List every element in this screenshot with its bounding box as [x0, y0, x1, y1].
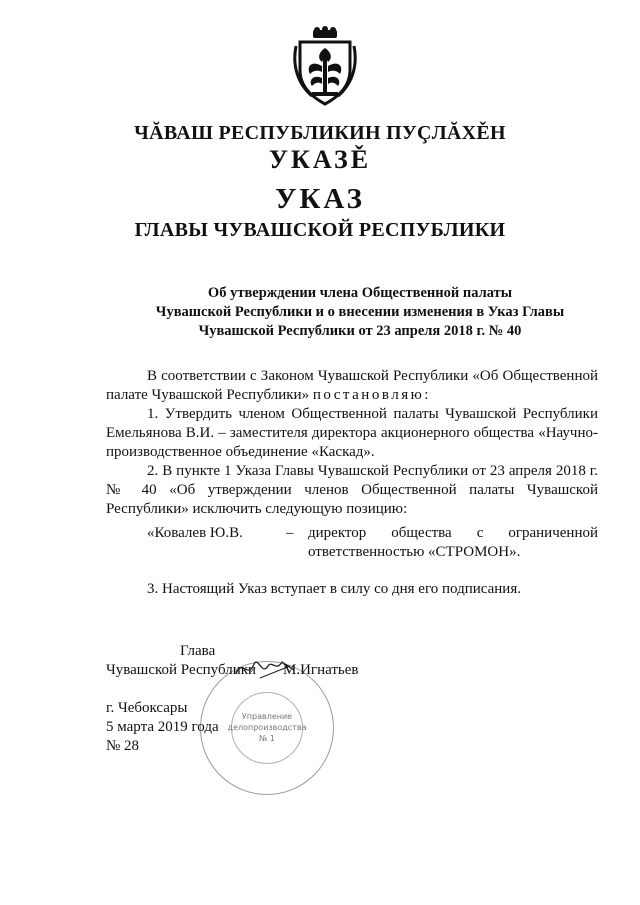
item-3: 3. Настоящий Указ вступает в силу со дня его подписания.	[147, 581, 521, 597]
stamp-line2: делопроизводства	[227, 723, 307, 732]
subject-line1: Об утверждении члена Общественной палаты	[207, 285, 513, 301]
decree-word: постановляю:	[312, 387, 431, 403]
position-dash: –	[286, 525, 294, 541]
stamp-line1: Управление	[241, 712, 293, 721]
russian-header-line1: УКАЗ	[275, 183, 365, 215]
chuvash-emblem-icon	[292, 26, 358, 108]
subject-line2: Чувашской Республики и о внесении изменения в Указ Главы	[155, 304, 565, 320]
signatory-title-line2: Чувашской Республики	[106, 662, 257, 678]
position-description: директор общества с ограниченной ответственностью «СТРОМОН».	[308, 525, 598, 560]
issue-date: 5 марта 2019 года	[106, 719, 219, 735]
issue-city: г. Чебоксары	[106, 700, 188, 716]
position-name: «Ковалев Ю.В.	[147, 525, 243, 541]
signatory-title-line1: Глава	[180, 643, 216, 659]
item-1: 1. Утвердить членом Общественной палаты Чувашской Республики Емельянова В.И. – заместителя директора акционерного общества «Научно-производственное объединение «Каскад».	[106, 406, 598, 460]
chuvash-header-line1: ЧĂВАШ РЕСПУБЛИКИН ПУÇЛĂХĚН	[134, 122, 506, 144]
preamble	[106, 367, 598, 405]
subject-line3: Чувашской Республики от 23 апреля 2018 г. № 40	[198, 323, 522, 339]
decree-subject	[140, 284, 580, 341]
item-2: 2. В пункте 1 Указа Главы Чувашской Республики от 23 апреля 2018 г. № 40 «Об утверждении членов Общественной палаты Чувашской Республики» исключить следующую позицию:	[106, 463, 598, 517]
decree-number: № 28	[106, 738, 140, 754]
preamble-text: В соответствии с Законом Чувашской Республики «Об Общественной палате Чувашской Республики»	[106, 368, 598, 403]
signatory-name: М.Игнатьев	[283, 662, 359, 678]
russian-header-line2: ГЛАВЫ ЧУВАШСКОЙ РЕСПУБЛИКИ	[134, 219, 506, 241]
chuvash-header-line2: УКАЗĚ	[268, 145, 372, 174]
stamp-line3: № 1	[259, 734, 275, 743]
